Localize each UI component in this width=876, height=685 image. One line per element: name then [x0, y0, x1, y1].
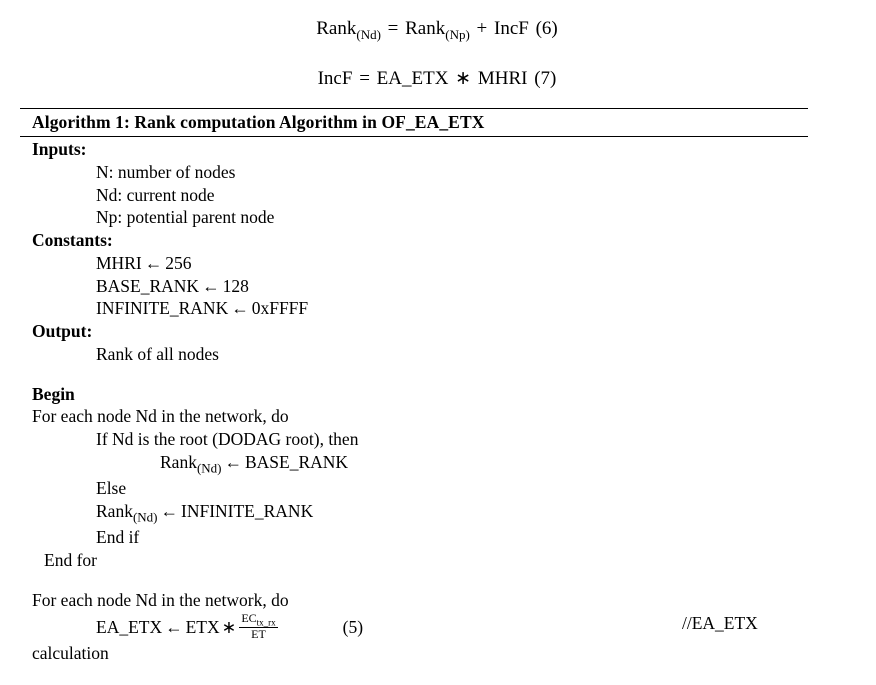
input-item: Np: potential parent node: [96, 207, 275, 228]
eq6-left-subscript: (Nd): [356, 26, 381, 42]
for-each-node-1: For each node Nd in the network, do: [32, 406, 289, 427]
spacer: [32, 366, 808, 383]
fraction-denominator: ET: [251, 627, 266, 642]
ec-over-et-fraction: [239, 612, 277, 641]
fraction-numerator: EC: [241, 610, 257, 625]
constant-value: 256: [165, 252, 192, 273]
eq6-plus: +: [476, 18, 488, 39]
eq7-rhs-b: MHRI: [477, 68, 528, 90]
constant-item-base-rank: [32, 275, 808, 298]
constants-label: Constants:: [32, 230, 113, 250]
ea-etx-comment: //EA_ETX: [682, 612, 758, 633]
output-label: Output:: [32, 321, 93, 341]
constant-value: 0xFFFF: [251, 298, 309, 319]
ea-etx-rhs: ETX: [185, 616, 220, 637]
end-for: End for: [44, 550, 97, 571]
ea-etx-line: [32, 612, 808, 642]
eq6-left: Rank: [316, 18, 357, 39]
equation-block: [0, 0, 876, 91]
calculation-text: calculation: [32, 642, 109, 663]
eq6-right: Rank: [405, 18, 446, 39]
algorithm-title: Algorithm 1: Rank computation Algorithm in OF_EA_ETX: [32, 112, 485, 132]
assign-arrow-icon: ←: [160, 500, 178, 521]
input-item: Nd: current node: [96, 184, 215, 205]
eq6-incf: IncF: [494, 18, 529, 39]
constant-item-mhri: [32, 252, 808, 275]
rank-subscript: (Nd): [196, 460, 222, 476]
constant-value: 128: [222, 275, 249, 296]
eq6-right-subscript: (Np): [445, 26, 470, 42]
rank-value: BASE_RANK: [245, 451, 349, 472]
else-keyword: Else: [96, 478, 127, 499]
constant-name: INFINITE_RANK: [96, 298, 229, 319]
for-each-node-2: For each node Nd in the network, do: [32, 589, 289, 610]
assign-arrow-icon: ←: [144, 252, 163, 273]
assign-arrow-icon: ←: [231, 298, 249, 319]
eq7-equals: =: [359, 68, 370, 90]
if-root-condition: If Nd is the root (DODAG root), then: [96, 429, 359, 449]
eq7-number: (7): [534, 68, 557, 90]
fraction-numerator-subscript: tx_rx: [256, 616, 276, 627]
algorithm-body: [20, 137, 808, 664]
rank-name: Rank: [160, 451, 197, 472]
equation-6: [0, 18, 876, 42]
begin-label: Begin: [32, 383, 75, 404]
constant-item-infinite-rank: [32, 297, 808, 320]
spacer: [32, 572, 808, 589]
eq7-rhs-a: EA_ETX: [376, 68, 449, 90]
rank-value: INFINITE_RANK: [181, 500, 314, 521]
eq6-number: (6): [535, 18, 558, 39]
ea-etx-lhs: EA_ETX: [96, 616, 163, 637]
rank-subscript: (Nd): [132, 509, 158, 525]
end-if: End if: [96, 527, 140, 548]
algorithm-block: [20, 108, 808, 664]
rank-assign-base: [32, 451, 808, 477]
assign-arrow-icon: ←: [202, 275, 220, 296]
equation-7: [0, 68, 876, 91]
assign-arrow-icon: ←: [165, 616, 183, 637]
constant-name: MHRI: [96, 252, 142, 273]
assign-arrow-icon: ←: [224, 451, 242, 472]
rank-assign-infinite: [32, 500, 808, 526]
eq7-lhs: IncF: [317, 68, 353, 90]
rank-name: Rank: [96, 500, 133, 521]
ea-etx-operator: ∗: [221, 616, 237, 637]
eq7-operator: ∗: [455, 68, 472, 90]
inputs-label: Inputs:: [32, 139, 87, 159]
equation-5-number: (5): [342, 616, 364, 637]
eq6-equals: =: [387, 18, 399, 39]
input-item: N: number of nodes: [96, 161, 236, 182]
output-item: Rank of all nodes: [96, 343, 219, 364]
constant-name: BASE_RANK: [96, 275, 200, 296]
